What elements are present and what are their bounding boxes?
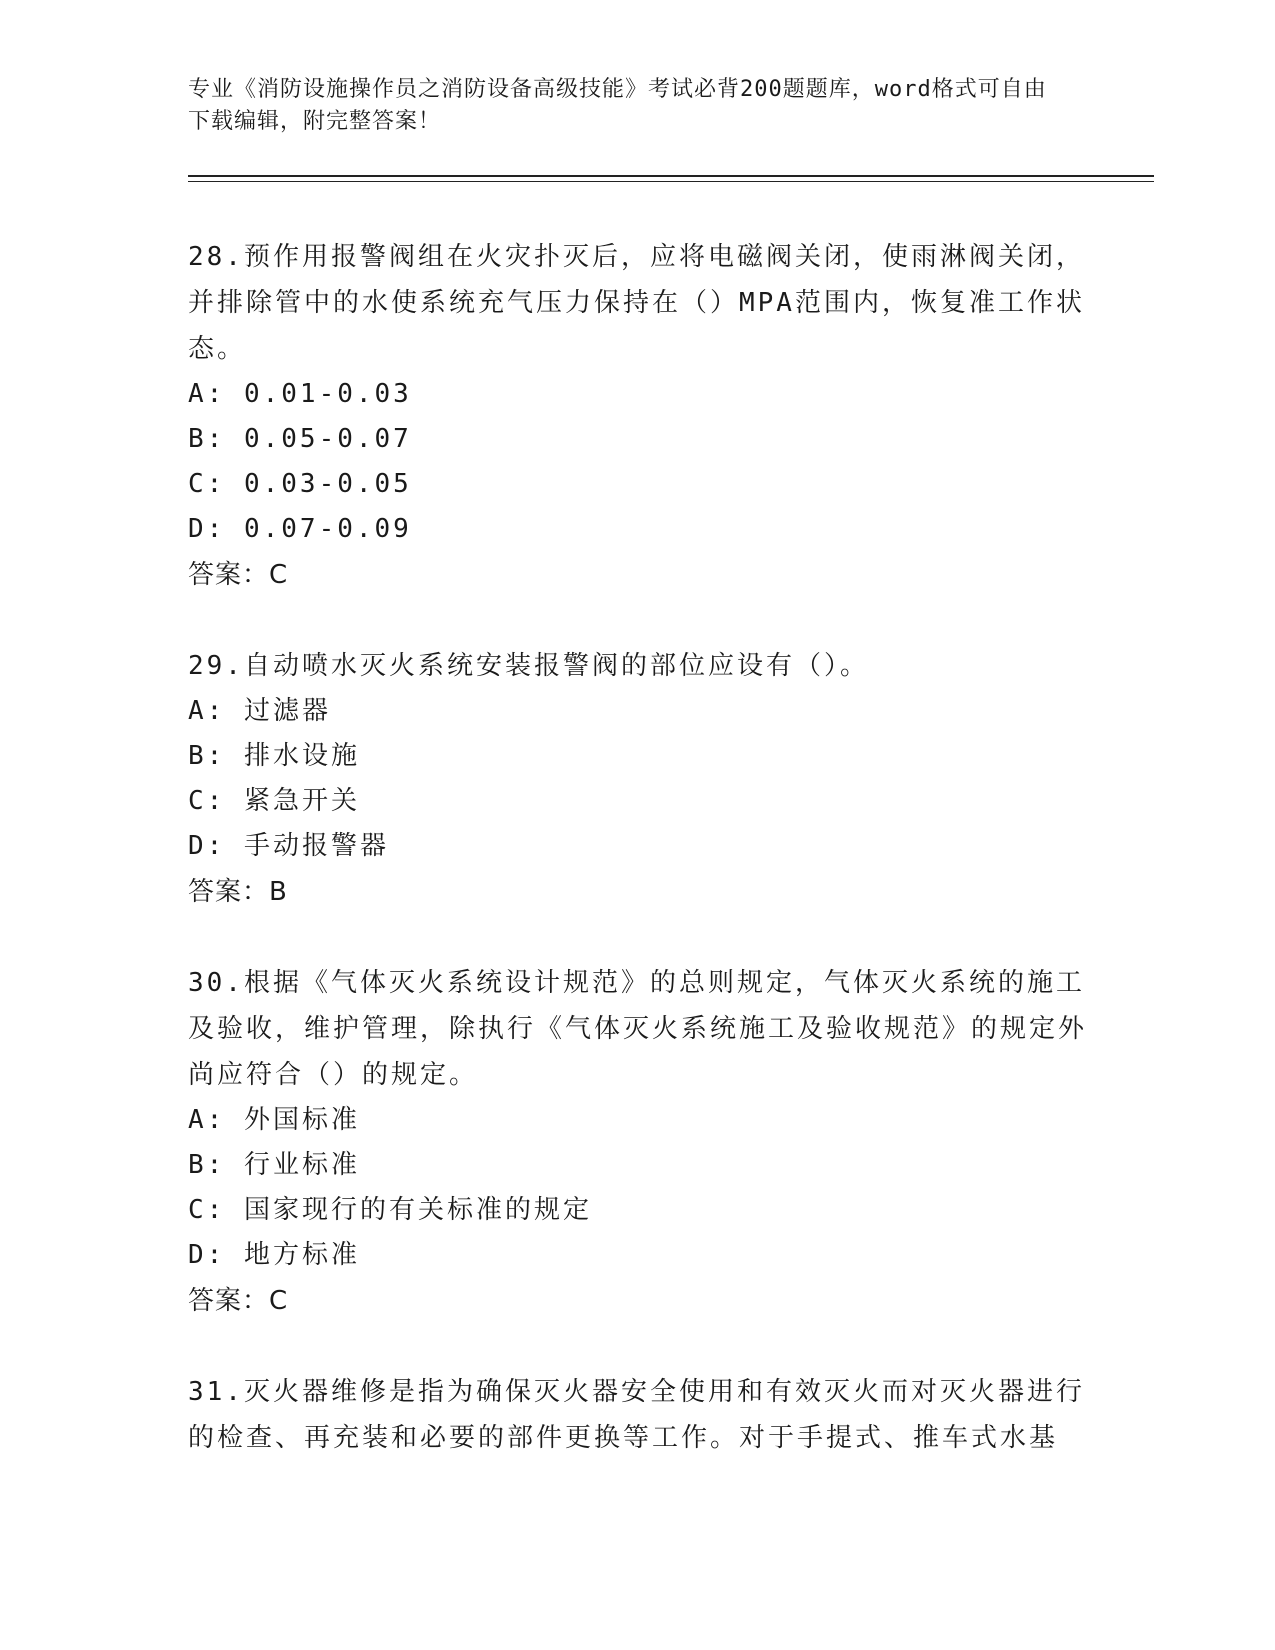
answer-line: 答案：C [188,1286,289,1316]
document-header: 专业《消防设施操作员之消防设备高级技能》考试必背200题题库，word格式可自由下载编辑，附完整答案！ [188,77,1047,134]
option-a: A: 外国标准 [188,1105,360,1135]
question-31 [188,1369,1088,1461]
question-30 [188,960,1088,1324]
answer-line: 答案：B [188,877,288,907]
option-d: D: 0.07-0.09 [188,514,412,544]
option-c: C: 0.03-0.05 [188,469,412,499]
question-stem: 31.灭火器维修是指为确保灭火器安全使用和有效灭火而对灭火器进行的检查、再充装和必要的部件更换等工作。对于手提式、推车式水基 [188,1377,1085,1453]
question-28 [188,234,1088,598]
question-list [188,234,1088,1506]
option-a: A: 过滤器 [188,696,331,726]
question-stem: 28.预作用报警阀组在火灾扑灭后，应将电磁阀关闭，使雨淋阀关闭，并排除管中的水使系统充气压力保持在（）MPA范围内，恢复准工作状态。 [188,242,1085,364]
question-stem: 30.根据《气体灭火系统设计规范》的总则规定，气体灭火系统的施工及验收，维护管理，除执行《气体灭火系统施工及验收规范》的规定外尚应符合（）的规定。 [188,968,1088,1090]
option-c: C: 紧急开关 [188,786,360,816]
option-a: A: 0.01-0.03 [188,379,412,409]
option-d: D: 地方标准 [188,1240,360,1270]
question-29 [188,643,1088,915]
header-rule-thin [188,181,1154,182]
option-d: D: 手动报警器 [188,831,389,861]
header-rule-thick [188,175,1154,177]
option-b: B: 排水设施 [188,741,360,771]
answer-line: 答案：C [188,560,289,590]
question-stem: 29.自动喷水灭火系统安装报警阀的部位应设有（）。 [188,651,869,681]
option-c: C: 国家现行的有关标准的规定 [188,1195,592,1225]
option-b: B: 行业标准 [188,1150,360,1180]
option-b: B: 0.05-0.07 [188,424,412,454]
